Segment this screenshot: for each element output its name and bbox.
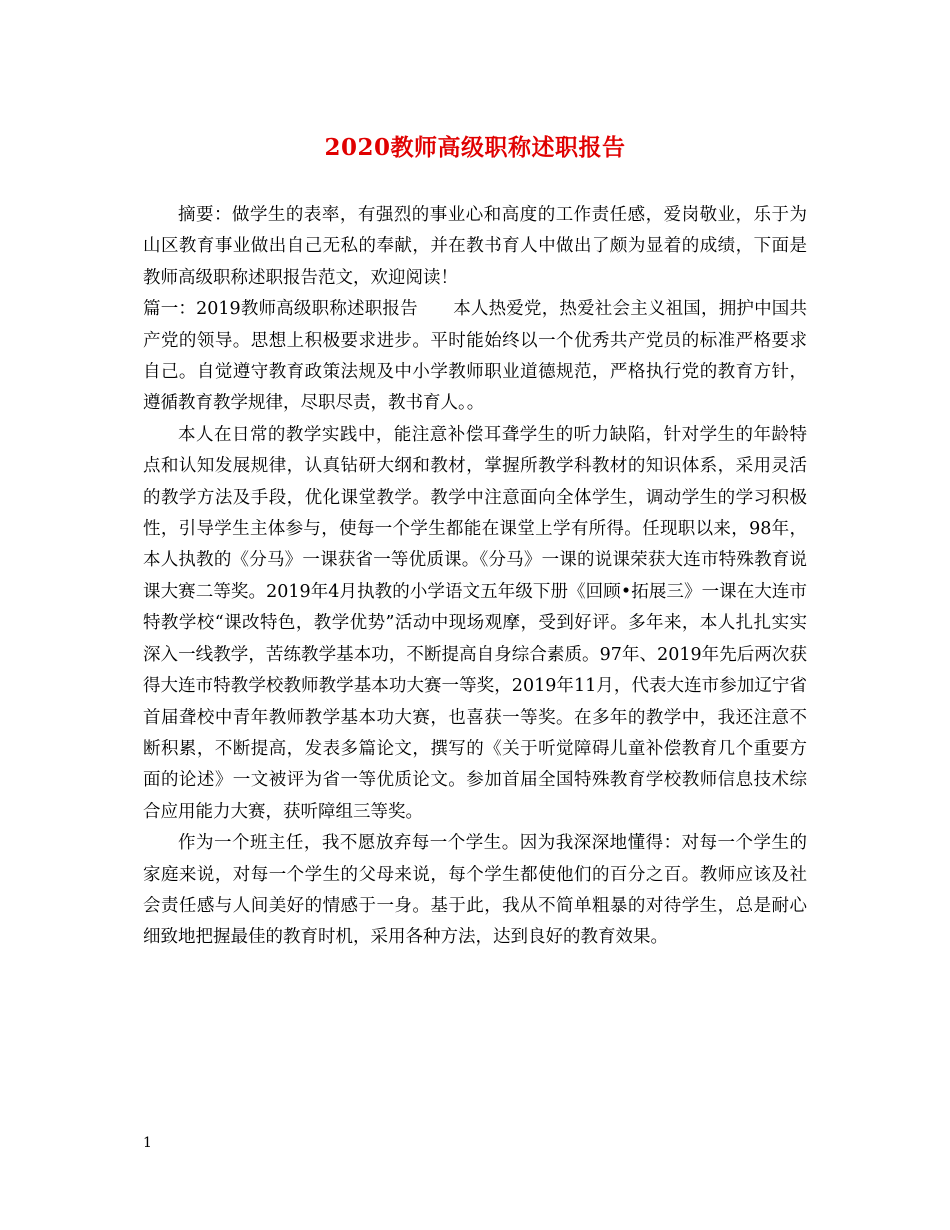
abstract-paragraph: 摘要：做学生的表率，有强烈的事业心和高度的工作责任感，爱岗敬业，乐于为山区教育事业做出自己无私的奉献，并在教书育人中做出了颇为显着的成绩，下面是教师高级职称述职报告范文，欢迎阅读！ xyxy=(143,205,807,288)
document-title: 2020教师高级职称述职报告 xyxy=(324,134,626,161)
page-number: 1 xyxy=(143,1135,152,1151)
teaching-practice-paragraph: 本人在日常的教学实践中，能注意补偿耳聋学生的听力缺陷，针对学生的年龄特点和认知发展规律，认真钻研大纲和教材，掌握所教学科教材的知识体系，采用灵活的教学方法及手段，优化课堂教学。教学中注意面向全体学生，调动学生的学习积极性，引导学生主体参与，使每一个学生都能在课堂上学有所得。任现职以来，98年，本人执教的《分马》一课获省一等优质课。《分马》一课的说课荣获大连市特殊教育说课大赛二等奖。2019年4月执教的小学语文五年级下册《回顾•拓展三》一课在大连市特教学校“课改特色，教学优势”活动中现场观摩，受到好评。多年来，本人扎扎实实深入一线教学，苦练教学基本功，不断提高自身综合素质。97年、2019年先后两次获得大连市特教学校教师教学基本功大赛一等奖，2019年11月，代表大连市参加辽宁省首届聋校中青年教师教学基本功大赛，也喜获一等奖。在多年的教学中，我还注意不断积累，不断提高，发表多篇论文，撰写的《关于听觉障碍儿童补偿教育几个重要方面的论述》一文被评为省一等优质论文。参加首届全国特殊教育学校教师信息技术综合应用能力大赛，获听障组三等奖。 xyxy=(143,424,807,822)
section-one-paragraph: 篇一：2019教师高级职称述职报告 本人热爱党，热爱社会主义祖国，拥护中国共产党的领导。思想上积极要求进步。平时能始终以一个优秀共产党员的标准严格要求自己。自觉遵守教育政策法规及中小学教师职业道德规范，严格执行党的教育方针，遵循教育教学规律，尽职尽责，教书育人。。 xyxy=(143,299,807,414)
class-teacher-paragraph: 作为一个班主任，我不愿放弃每一个学生。因为我深深地懂得：对每一个学生的家庭来说，对每一个学生的父母来说，每个学生都使他们的百分之百。教师应该及社会责任感与人间美好的情感于一身。基于此，我从不简单粗暴的对待学生，总是耐心细致地把握最佳的教育时机，采用各种方法，达到良好的教育效果。 xyxy=(143,833,807,948)
document-body xyxy=(143,200,807,954)
